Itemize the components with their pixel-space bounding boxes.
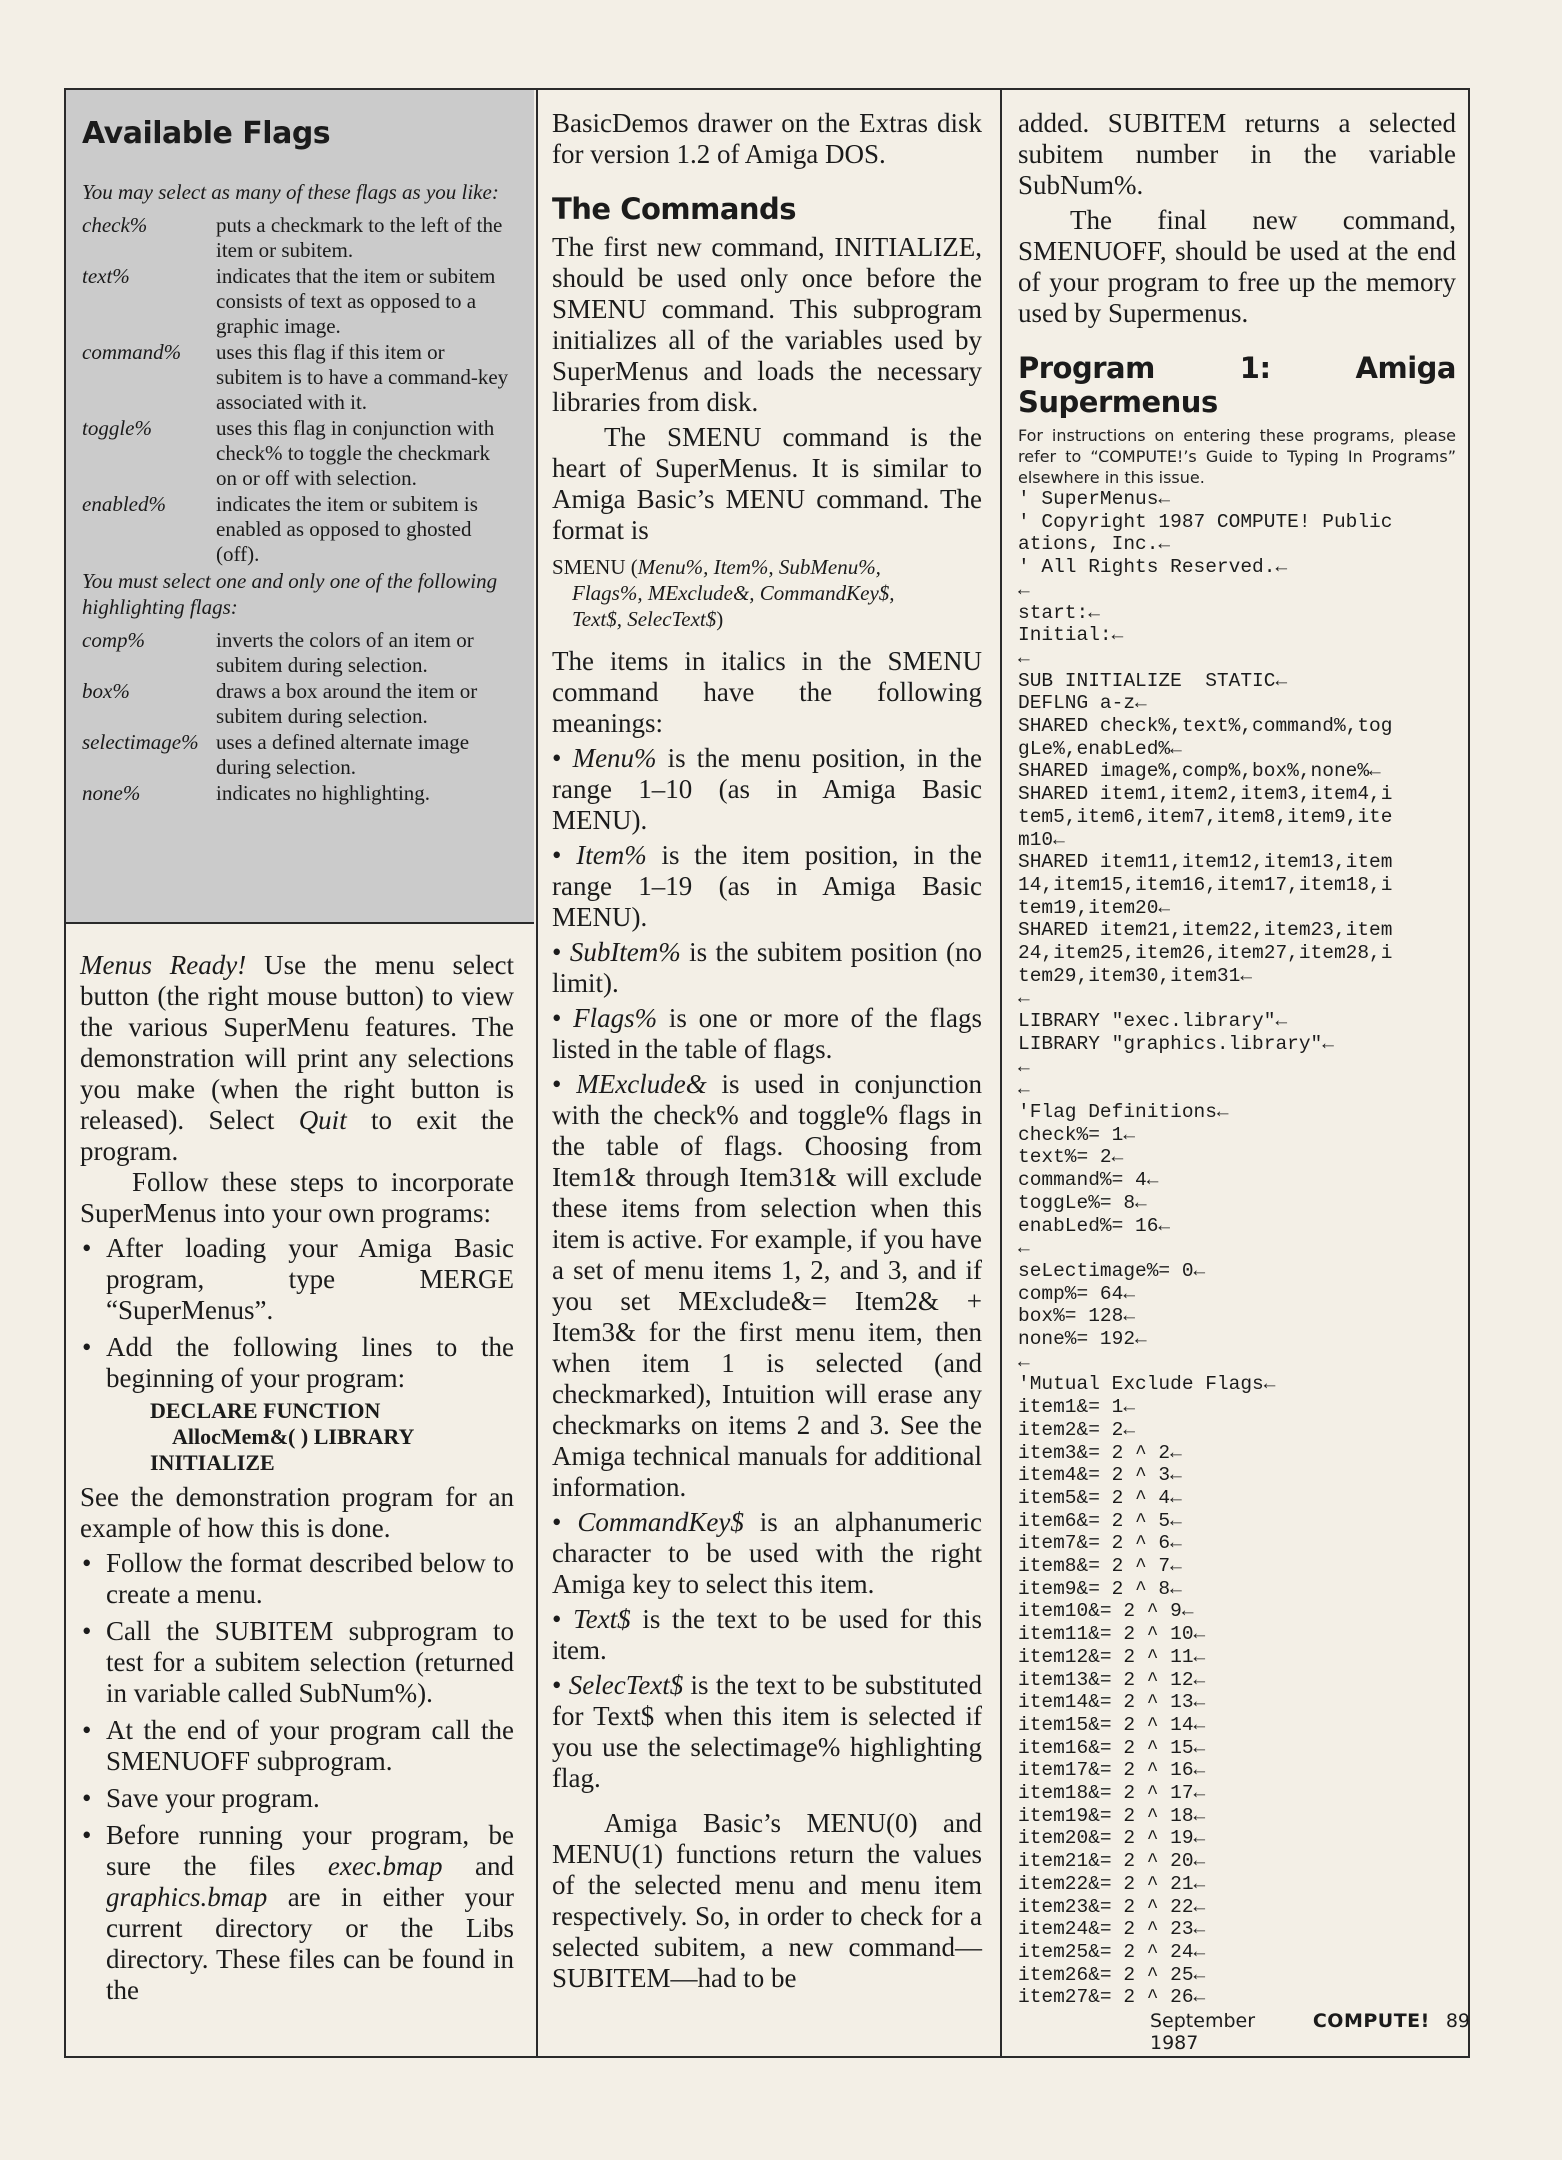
left-column [66,90,534,2056]
list-item: • Item% is the item position, in the range 1–19 (as in Amiga Basic MENU). [552,840,982,932]
flag-row [82,492,512,567]
sidebar-title: Available Flags [82,116,331,151]
paragraph: The final new command, SMENUOFF, should be used at the end of your program to free up the memory used by Supermenus. [1018,205,1456,328]
parameter-list [552,743,982,1794]
flag-name: check% [82,213,148,237]
paragraph: The SMENU command is the heart of SuperMenus. It is similar to Amiga Basic’s MENU command. The format is [552,422,982,545]
code-line: INITIALIZE [150,1450,275,1475]
code-line: AllocMem&( ) LIBRARY [172,1424,415,1449]
text-run: and [442,1851,514,1881]
text-run: Before running your program, be sure the files [106,1820,514,1881]
paragraph: added. SUBITEM returns a selected subitem number in the variable SubNum%. [1018,108,1456,200]
text-run: is the subitem position (no limit). [552,937,983,998]
magazine-name: COMPUTE! [1312,2010,1430,2032]
flag-desc: inverts the colors of an item or subitem during selection. [216,628,474,677]
left-article-text [66,924,534,2006]
flag-row [82,679,512,729]
list-item [80,1332,514,1476]
text-run: is the text to be used for this item. [552,1604,983,1665]
text-run: is one or more of the flags listed in the table of flags. [552,1003,982,1064]
list-item: • CommandKey$ is an alphanumeric character to be used with the right Amiga key to select this item. [552,1507,982,1599]
list-item: • Text$ is the text to be used for this item. [552,1604,983,1665]
flag-desc: uses this flag in conjunction with check% to toggle the checkmark on or off with selection. [216,416,495,490]
list-item: • Call the SUBITEM subprogram to test for a subitem selection (returned in variable called SubNum%). [80,1616,514,1709]
emphasis: Menu%, Item%, SubMenu%, [637,555,881,579]
text-run: SMENU ( [552,555,638,579]
flag-desc: indicates no highlighting. [216,781,431,805]
emphasis: exec.bmap [327,1851,443,1881]
flag-list [82,213,512,567]
list-item: • Flags% is one or more of the flags listed in the table of flags. [552,1003,982,1064]
flag-desc: draws a box around the item or subitem during selection. [216,679,478,728]
parameter-term: Text$ [573,1604,631,1634]
flag-row [82,264,512,339]
parameter-term: Flags% [573,1003,658,1033]
paragraph: Amiga Basic’s MENU(0) and MENU(1) functions return the values of the selected menu and menu item respectively. So, in order to check for a selected subitem, a new command—SUBITEM—had to be [552,1808,982,1993]
page-footer [1150,2010,1470,2054]
parameter-term: MExclude& [576,1069,707,1099]
smenu-format [552,554,982,632]
issue-date: September 1987 [1150,2010,1256,2054]
list-item: • Menu% is the menu position, in the range 1–10 (as in Amiga Basic MENU). [552,743,982,835]
flag-row [82,213,512,263]
paragraph [80,950,514,1167]
flag-name: toggle% [82,416,152,440]
list-item [80,1820,514,2006]
text-run: is an alphanumeric character to be used with the right Amiga key to select this item. [552,1507,982,1599]
text-run: to exit the program. [80,1105,514,1166]
flag-name: enabled% [82,492,166,516]
flag-row [82,340,512,415]
paragraph: The items in italics in the SMENU command have the following meanings: [552,646,982,738]
parameter-term: SubItem% [569,937,681,967]
paragraph: See the demonstration program for an example of how this is done. [80,1482,514,1543]
parameter-term: CommandKey$ [577,1507,744,1537]
text-run: Add the following lines to the beginning of your program: [106,1332,514,1393]
list-item: • SubItem% is the subitem position (no limit). [552,937,983,998]
flag-name: none% [82,781,141,805]
page-number: 89 [1445,2010,1470,2032]
list-item: • Save your program. [80,1783,514,1814]
text-run: is the menu position, in the range 1–10 (as in Amiga Basic MENU). [552,743,982,835]
flag-name: box% [82,679,130,703]
flag-desc: puts a checkmark to the left of the item or subitem. [216,213,503,262]
highlight-flag-list [82,628,512,806]
right-column [1000,90,1468,2056]
text-run: is the item position, in the range 1–19 (as in Amiga Basic MENU). [552,840,982,932]
paragraph: Follow these steps to incorporate SuperMenus into your own programs: [80,1167,514,1228]
typing-instructions: For instructions on entering these programs, please refer to “COMPUTE!’s Guide to Typing In Programs” elsewhere in this issue. [1018,426,1456,487]
text-run: is the text to be substituted for Text$ when this item is selected if you use the selectimage% highlighting flag. [552,1670,982,1793]
program-listing: ' SuperMenus← ' Copyright 1987 COMPUTE! Public ations, Inc.← ' All Rights Reserved.← ← start:← Initial:← ← SUB INITIALIZE STATIC← DEFLNG a-z← SHARED check%,text%,command%,tog gLe%,enabLed%← SHARED image%,comp%,box%,none%← SHARED item1,item2,item3,item4,i tem5,item6,item7,item8,item9,ite m10← SHARED item11,item12,item13,item 14,item15,item16,item17,item18,i tem19,item20← SHARED item21,item22,item23,item 24,item25,item26,item27,item28,i tem29,item30,item31← ← LIBRARY "exec.library"← LIBRARY "graphics.library"← ← ← 'Flag Definitions← check%= 1← text%= 2← command%= 4← toggLe%= 8← enabLed%= 16← ← seLectimage%= 0← comp%= 64← box%= 128← none%= 192← ← 'Mutual Exclude Flags← item1&= 1← item2&= 2← item3&= 2 ^ 2← item4&= 2 ^ 3← item5&= 2 ^ 4← item6&= 2 ^ 5← item7&= 2 ^ 6← item8&= 2 ^ 7← item9&= 2 ^ 8← item10&= 2 ^ 9← item11&= 2 ^ 10← item12&= 2 ^ 11← item13&= 2 ^ 12← item14&= 2 ^ 13← item15&= 2 ^ 14← item16&= 2 ^ 15← item17&= 2 ^ 16← item18&= 2 ^ 17← item19&= 2 ^ 18← item20&= 2 ^ 19← item21&= 2 ^ 20← item22&= 2 ^ 21← item23&= 2 ^ 22← item24&= 2 ^ 23← item25&= 2 ^ 24← item26&= 2 ^ 25← item27&= 2 ^ 26← [1018,488,1393,2009]
emphasis: graphics.bmap [106,1882,268,1912]
flag-name: command% [82,340,182,364]
emphasis: Quit [298,1105,347,1135]
sidebar-intro: You may select as many of these flags as you like: [82,180,499,204]
sidebar-note: You must select one and only one of the following highlighting flags: [82,569,498,619]
emphasis: Flags%, MExclude&, CommandKey$, [572,581,895,605]
list-item: • At the end of your program call the SMENUOFF subprogram. [80,1715,514,1777]
flag-name: selectimage% [82,730,199,754]
list-item: • SelecText$ is the text to be substituted for Text$ when this item is selected if you use the selectimage% highlighting flag. [552,1670,982,1793]
flag-desc: uses this flag if this item or subitem is to have a command-key associated with it. [216,340,509,414]
flag-name: text% [82,264,130,288]
emphasis: Menus Ready! [80,950,247,980]
flags-sidebar [66,90,534,924]
section-heading: The Commands [552,192,797,226]
flag-desc: indicates the item or subitem is enabled as opposed to ghosted (off). [216,492,478,566]
flag-row [82,781,512,806]
right-article-text [1002,90,1468,2009]
text-run: is used in conjunction with the check% and toggle% flags in the table of flags. Choosing from Item1& through Item31& will exclude these items from selection when this item is active. For example, if you have a set of menu items 1, 2, and 3, and if you set MExclude&= Item2& + Item3& for the first menu item, then when item 1 is selected (and checkmarked), Intuition will erase any checkmarks on items 2 and 3. See the Amiga technical manuals for additional information. [552,1069,982,1502]
list-item: • Follow the format described below to create a menu. [80,1548,514,1610]
paragraph: The first new command, INITIALIZE, should be used only once before the SMENU command. This subprogram initializes all of the variables used by SuperMenus and loads the necessary libraries from disk. [552,232,982,417]
program-title: Program 1: Amiga Supermenus [1018,351,1456,419]
text-run: Use the menu select button (the right mouse button) to view the various SuperMenu features. The demonstration will print any selections you make (when the right button is released). Select [80,950,514,1135]
code-line: DECLARE FUNCTION [150,1398,381,1423]
flag-row [82,416,512,491]
flag-name: comp% [82,628,145,652]
flag-desc: indicates that the item or subitem consists of text as opposed to a graphic image. [216,264,496,338]
flag-desc: uses a defined alternate image during selection. [216,730,470,779]
declare-code [150,1398,514,1476]
middle-column [536,90,998,2056]
text-run: are in either your current directory or the Libs directory. These files can be found in the [106,1882,514,2005]
paragraph: BasicDemos drawer on the Extras disk for version 1.2 of Amiga DOS. [552,108,982,169]
parameter-term: Menu% [572,743,657,773]
flag-row [82,628,512,678]
text-run: ) [716,607,724,631]
list-item: • After loading your Amiga Basic program, type MERGE “SuperMenus”. [80,1233,514,1326]
flag-row [82,730,512,780]
steps-list [80,1548,514,2006]
middle-article-text [538,90,998,1994]
steps-list [80,1233,514,1476]
parameter-term: Item% [576,840,647,870]
emphasis: Text$, SelecText$ [572,607,717,631]
list-item: • MExclude& is used in conjunction with the check% and toggle% flags in the table of flags. Choosing from Item1& through Item31& will exclude these items from selection when this item is active. For example, if you have a set of menu items 1, 2, and 3, and if you set MExclude&= Item2& + Item3& for the first menu item, then when item 1 is selected (and checkmarked), Intuition will erase any checkmarks on items 2 and 3. See the Amiga technical manuals for additional information. [552,1069,982,1502]
parameter-term: SelecText$ [568,1670,684,1700]
